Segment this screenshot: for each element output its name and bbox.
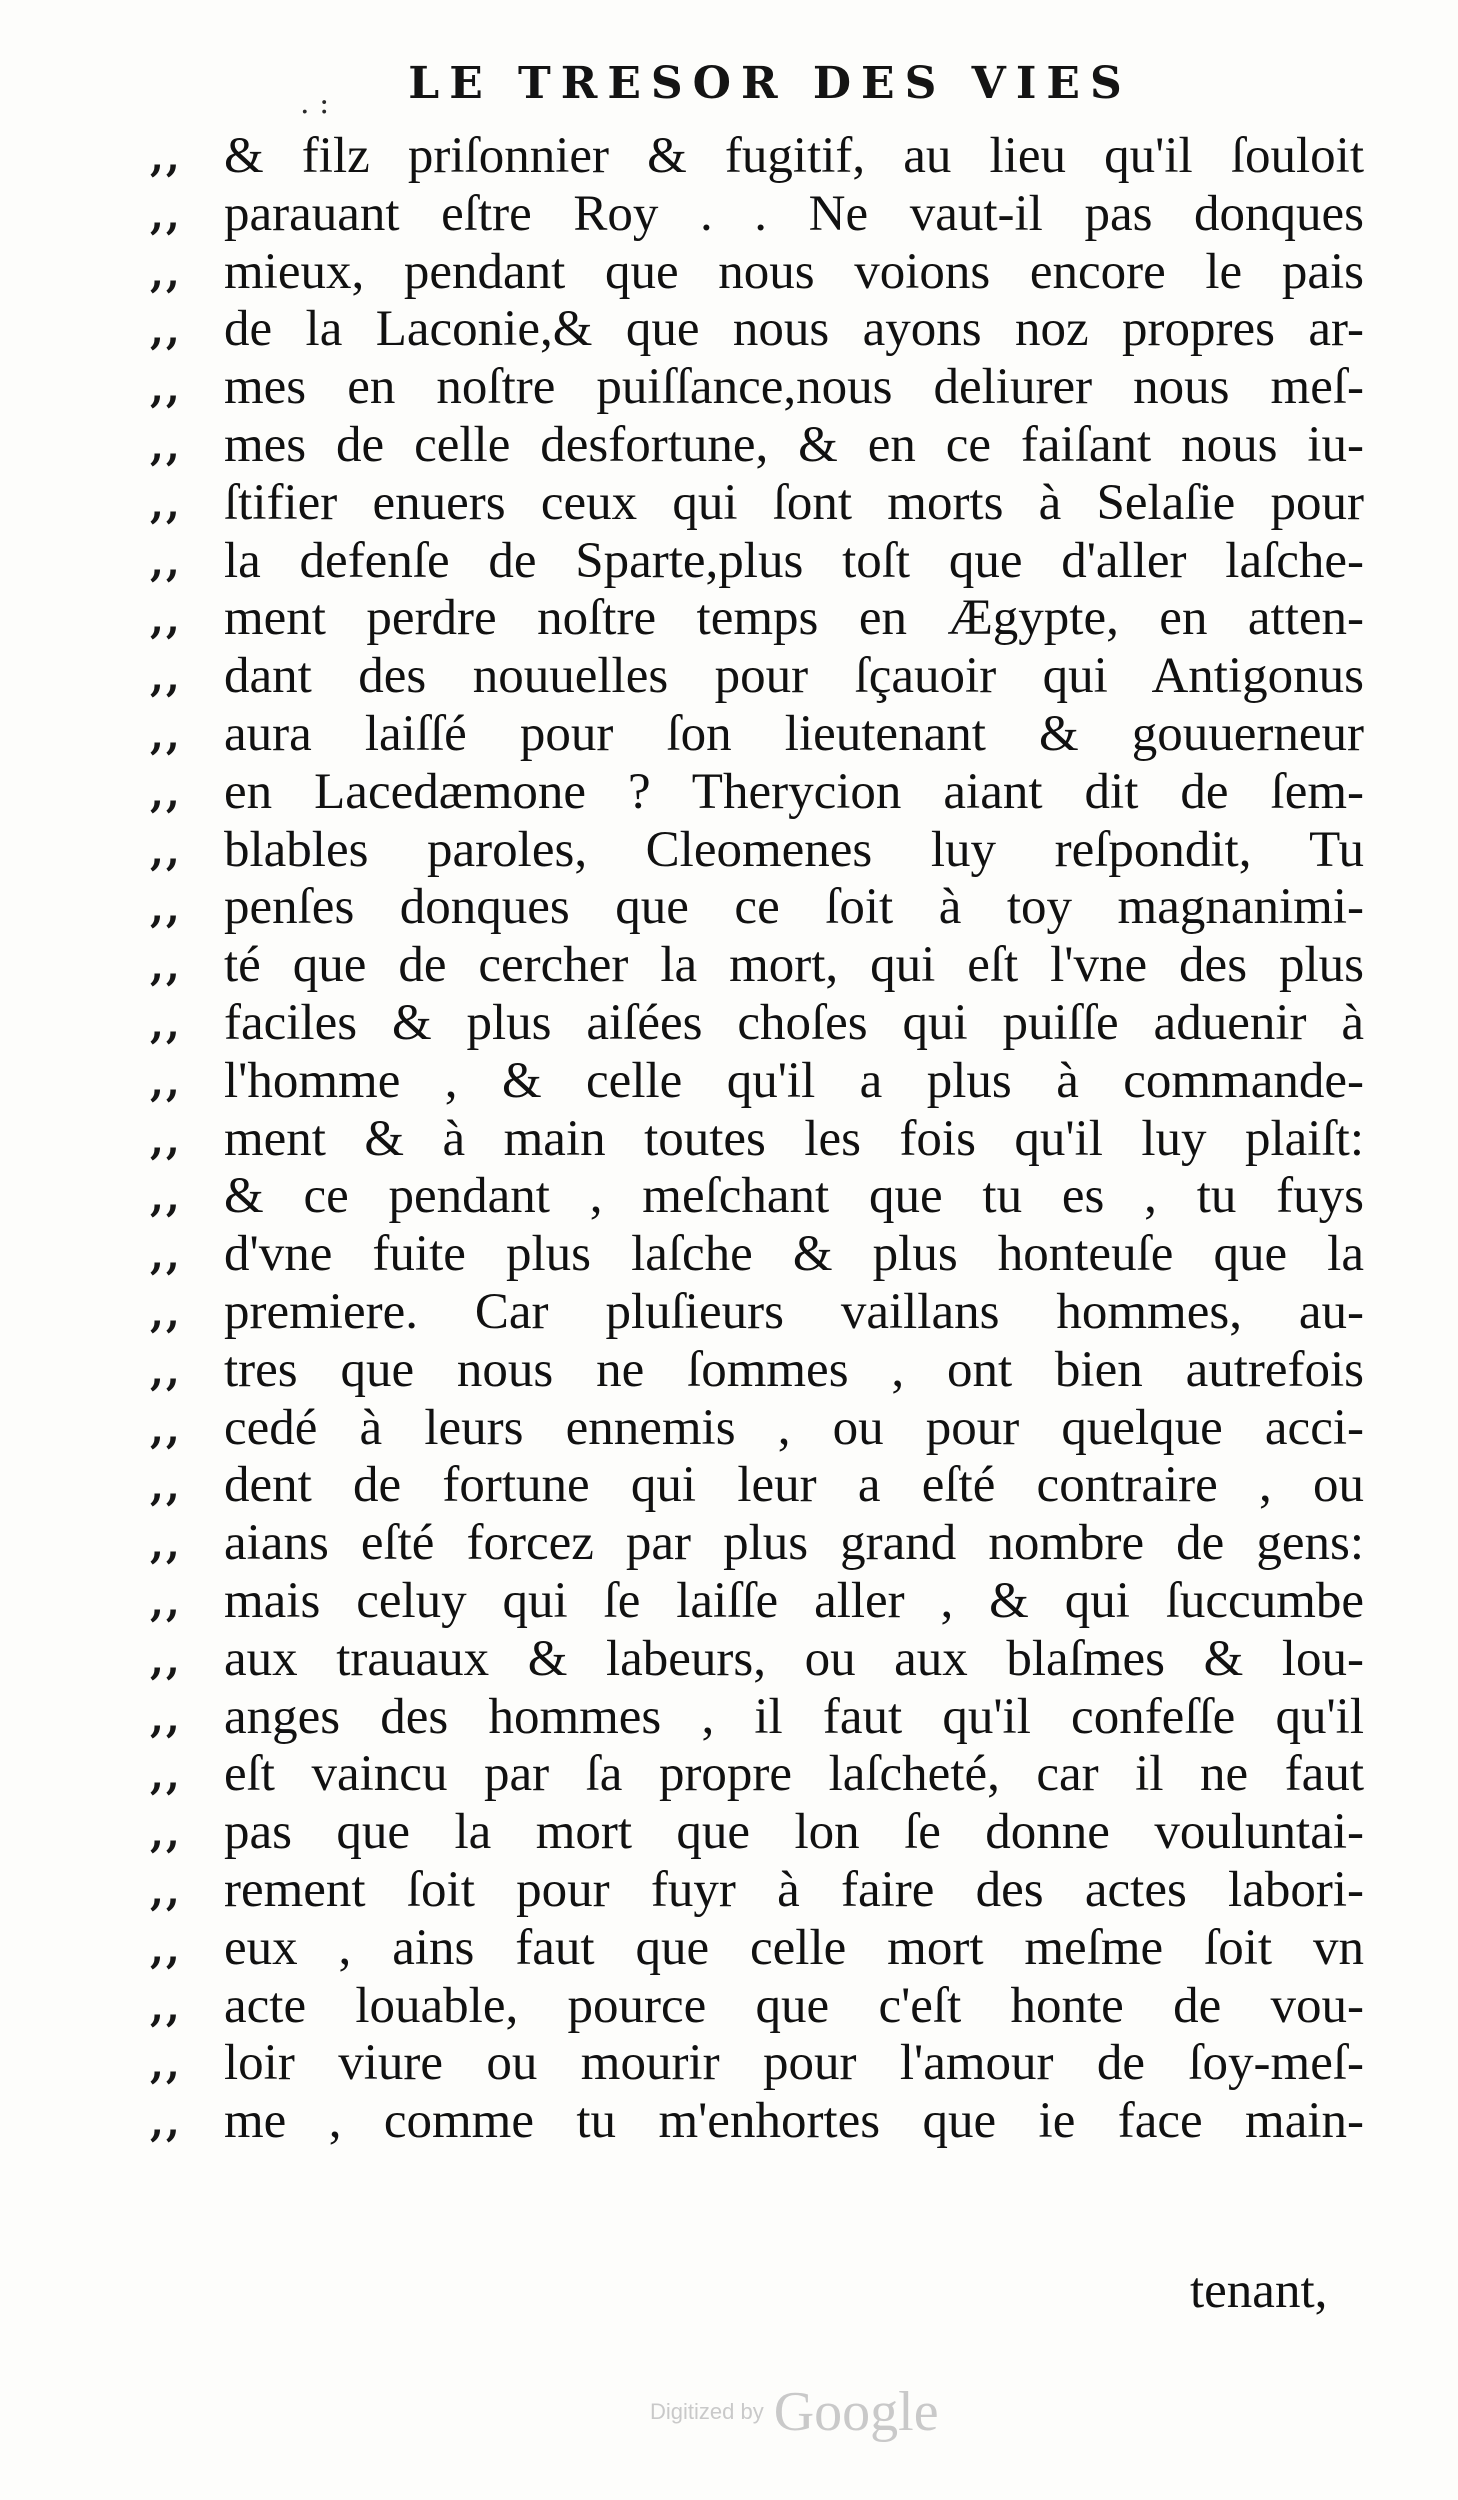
line-text: premiere. Car pluſieurs vaillans hommes, au- (224, 1283, 1364, 1340)
marginal-quote-mark: ,, (150, 943, 182, 991)
text-line (0, 1400, 1458, 1458)
line-text: me , comme tu m'enhortes que ie face main- (224, 2093, 1364, 2150)
marginal-quote-mark: ,, (150, 596, 182, 644)
line-text: de la Laconie,& que nous ayons noz propres ar- (224, 301, 1364, 358)
marginal-quote-mark: ,, (150, 538, 182, 586)
line-text: blables paroles, Cleomenes luy reſpondit, Tu (224, 821, 1364, 878)
line-text: ment & à main toutes les fois qu'il luy plaiſt: (224, 1110, 1364, 1167)
line-text: mieux, pendant que nous voions encore le pais (224, 243, 1364, 300)
text-line (0, 1342, 1458, 1400)
marginal-quote-mark: ,, (150, 480, 182, 528)
line-text: & ce pendant , meſchant que tu es , tu fuys (224, 1168, 1364, 1225)
marginal-quote-mark: ,, (150, 711, 182, 759)
line-text: té que de cercher la mort, qui eſt l'vne des plus (224, 937, 1364, 994)
line-text: mais celuy qui ſe laiſſe aller , & qui ſuccumbe (224, 1572, 1364, 1629)
text-line (0, 1573, 1458, 1631)
text-line (0, 1226, 1458, 1284)
text-line (0, 1978, 1458, 2036)
text-line (0, 937, 1458, 995)
line-text: parauant eſtre Roy . . Ne vaut-il pas donques (224, 185, 1364, 242)
marginal-quote-mark: ,, (150, 1405, 182, 1453)
line-text: l'homme , & celle qu'il a plus à commande- (224, 1052, 1364, 1109)
text-line (0, 879, 1458, 937)
marginal-quote-mark: ,, (150, 885, 182, 933)
marginal-quote-mark: ,, (150, 191, 182, 239)
marginal-quote-mark: ,, (150, 1463, 182, 1511)
marginal-quote-mark: ,, (150, 1347, 182, 1395)
text-line (0, 1111, 1458, 1169)
marginal-quote-mark: ,, (150, 307, 182, 355)
text-line (0, 244, 1458, 302)
text-line (0, 128, 1458, 186)
text-line (0, 301, 1458, 359)
text-line (0, 1689, 1458, 1747)
marginal-quote-mark: ,, (150, 1116, 182, 1164)
line-text: ment perdre noſtre temps en Ægypte, en atten- (224, 590, 1364, 647)
marginal-quote-mark: ,, (150, 1694, 182, 1742)
text-line (0, 590, 1458, 648)
catchword: tenant, (1190, 2263, 1328, 2319)
marginal-quote-mark: ,, (150, 1636, 182, 1684)
text-line (0, 1284, 1458, 1342)
text-line (0, 995, 1458, 1053)
line-text: eux , ains faut que celle mort meſme ſoit vn (224, 1919, 1364, 1976)
line-text: mes de celle desfortune, & en ce faiſant nous iu- (224, 416, 1364, 473)
digitized-watermark (650, 2380, 939, 2444)
line-text: rement ſoit pour fuyr à faire des actes labori- (224, 1861, 1364, 1918)
marginal-quote-mark: ,, (150, 827, 182, 875)
text-block (0, 128, 1458, 2151)
marginal-quote-mark: ,, (150, 1289, 182, 1337)
google-logo: Google (773, 2381, 939, 2443)
text-line (0, 359, 1458, 417)
line-text: eſt vaincu par ſa propre laſcheté, car il ne faut (224, 1746, 1364, 1803)
line-text: anges des hommes , il faut qu'il confeſſe qu'il (224, 1688, 1364, 1745)
line-text: en Lacedæmone ? Therycion aiant dit de ſem- (224, 763, 1364, 820)
text-line (0, 533, 1458, 591)
text-line (0, 706, 1458, 764)
watermark-prefix: Digitized by (650, 2399, 764, 2424)
text-line (0, 1515, 1458, 1573)
marginal-quote-mark: ,, (150, 249, 182, 297)
text-line (0, 417, 1458, 475)
line-text: la defenſe de Sparte,plus toſt que d'aller laſche- (224, 532, 1364, 589)
text-line (0, 475, 1458, 533)
marginal-quote-mark: ,, (150, 654, 182, 702)
line-text: aians eſté forcez par plus grand nombre de gens: (224, 1515, 1364, 1572)
marginal-quote-mark: ,, (150, 1521, 182, 1569)
marginal-quote-mark: ,, (150, 134, 182, 181)
line-text: cedé à leurs ennemis , ou pour quelque acci- (224, 1399, 1364, 1456)
line-text: aura laiſſé pour ſon lieutenant & gouuerneur (224, 705, 1364, 762)
marginal-quote-mark: ,, (150, 1058, 182, 1106)
text-line (0, 2093, 1458, 2151)
text-line (0, 1631, 1458, 1689)
running-head: LE TRESOR DES VIES (408, 58, 1132, 109)
line-text: & filz priſonnier & fugitif, au lieu qu'il ſouloit (224, 128, 1364, 184)
marginal-quote-mark: ,, (150, 1983, 182, 2031)
line-text: aux trauaux & labeurs, ou aux blaſmes & lou- (224, 1630, 1364, 1687)
ink-specks: . : (300, 86, 330, 121)
line-text: pas que la mort que lon ſe donne vouluntai- (224, 1804, 1364, 1861)
line-text: dant des nouuelles pour ſçauoir qui Antigonus (224, 648, 1364, 705)
text-line (0, 1862, 1458, 1920)
text-line (0, 1053, 1458, 1111)
text-line (0, 186, 1458, 244)
line-text: d'vne fuite plus laſche & plus honteuſe que la (224, 1226, 1364, 1283)
line-text: tres que nous ne ſommes , ont bien autrefois (224, 1341, 1364, 1398)
text-line (0, 1168, 1458, 1226)
text-line (0, 648, 1458, 706)
marginal-quote-mark: ,, (150, 1174, 182, 1222)
marginal-quote-mark: ,, (150, 2041, 182, 2089)
text-line (0, 1746, 1458, 1804)
marginal-quote-mark: ,, (150, 1000, 182, 1048)
line-text: penſes donques que ce ſoit à toy magnanimi- (224, 879, 1364, 936)
line-text: ſtifier enuers ceux qui ſont morts à Selaſie pour (224, 474, 1364, 531)
line-text: mes en noſtre puiſſance,nous deliurer nous meſ- (224, 359, 1364, 416)
line-text: loir viure ou mourir pour l'amour de ſoy-meſ- (224, 2035, 1364, 2092)
marginal-quote-mark: ,, (150, 1752, 182, 1800)
marginal-quote-mark: ,, (150, 422, 182, 470)
line-text: dent de fortune qui leur a eſté contraire , ou (224, 1457, 1364, 1514)
text-line (0, 1804, 1458, 1862)
line-text: acte louable, pource que c'eſt honte de vou- (224, 1977, 1364, 2034)
text-line (0, 764, 1458, 822)
text-line (0, 1457, 1458, 1515)
line-text: faciles & plus aiſées choſes qui puiſſe aduenir à (224, 994, 1364, 1051)
marginal-quote-mark: ,, (150, 1925, 182, 1973)
marginal-quote-mark: ,, (150, 365, 182, 413)
marginal-quote-mark: ,, (150, 1578, 182, 1626)
text-line (0, 822, 1458, 880)
marginal-quote-mark: ,, (150, 1232, 182, 1280)
marginal-quote-mark: ,, (150, 769, 182, 817)
marginal-quote-mark: ,, (150, 2099, 182, 2147)
marginal-quote-mark: ,, (150, 1810, 182, 1858)
text-line (0, 2035, 1458, 2093)
text-line (0, 1920, 1458, 1978)
marginal-quote-mark: ,, (150, 1867, 182, 1915)
